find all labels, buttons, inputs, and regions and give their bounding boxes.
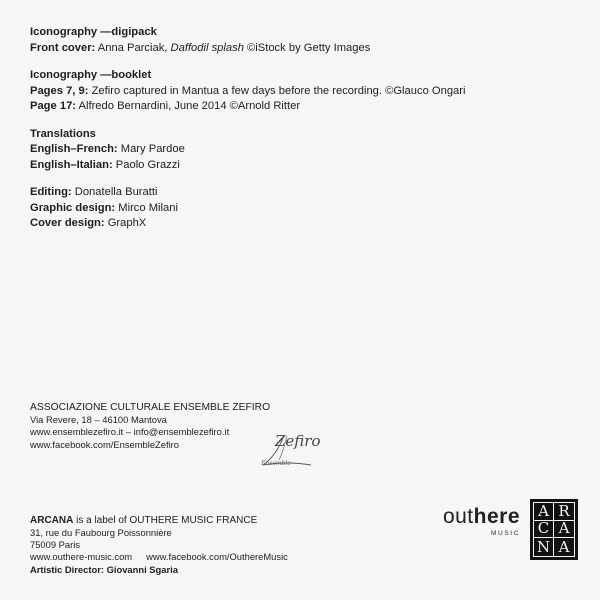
arcana-name: ARCANA <box>30 515 74 526</box>
outhere-wordmark-out: out <box>442 505 474 528</box>
association-address: Via Revere, 18 – 46100 Mantova <box>30 414 167 425</box>
arcana-logo <box>530 499 578 560</box>
outhere-music-subtitle: MUSIC <box>491 530 520 537</box>
label-info-block <box>30 514 288 562</box>
arcana-logo-letter: C <box>534 521 554 539</box>
zefiro-ensemble-text: Ensemble <box>261 460 291 467</box>
association-facebook[interactable]: www.facebook.com/EnsembleZefiro <box>30 438 180 450</box>
translations-heading: Translations <box>30 127 96 140</box>
outhere-website-link[interactable]: www.outhere-music.com <box>30 550 133 562</box>
association-block <box>30 401 270 451</box>
english-french-translator: Mary Pardoe <box>117 143 185 155</box>
outhere-facebook-link[interactable]: www.facebook.com/OuthereMusic <box>146 550 288 562</box>
cover-design-name: GraphX <box>104 217 147 229</box>
editing-name: Donatella Buratti <box>71 186 158 198</box>
front-cover-artist: Anna Parciak, <box>95 41 171 54</box>
association-contact[interactable]: www.ensemblezefiro.it – info@ensemblezefiro.it <box>30 426 230 438</box>
graphic-design-label: Graphic design: <box>30 201 116 214</box>
credits-block <box>30 25 590 244</box>
pages-7-9-credit-line <box>30 84 590 100</box>
pages-7-9-text: Zefiro captured in Mantua a few days before the recording. ©Glauco Ongari <box>88 84 466 97</box>
artistic-director: Artistic Director: Giovanni Sgaria <box>30 564 178 575</box>
translations-section <box>30 127 590 174</box>
english-french-line <box>30 142 590 158</box>
arcana-logo-letter: N <box>534 538 554 556</box>
production-section <box>30 185 590 232</box>
graphic-design-name: Mirco Milani <box>115 201 178 214</box>
editing-line <box>30 185 590 201</box>
iconography-booklet-section <box>30 68 590 115</box>
outhere-music-logo <box>416 505 520 537</box>
label-street: 31, rue du Faubourg Poissonnière <box>30 527 172 538</box>
page-17-text: Alfredo Bernardini, June 2014 ©Arnold Ritter <box>76 100 301 112</box>
iconography-booklet-heading: Iconography —booklet <box>30 69 152 81</box>
english-italian-line <box>30 158 590 174</box>
outhere-wordmark-here: here <box>473 505 520 528</box>
label-info-text: is a label of OUTHERE MUSIC FRANCE <box>73 515 258 526</box>
arcana-logo-letter: A <box>534 503 554 521</box>
arcana-logo-grid <box>533 502 575 557</box>
graphic-design-line <box>30 201 590 217</box>
label-city: 75009 Paris <box>30 538 81 550</box>
cover-design-line <box>30 216 590 232</box>
iconography-digipack-heading: Iconography —digipack <box>30 26 157 38</box>
label-web-line <box>30 551 288 563</box>
arcana-logo-letter: R <box>554 503 574 521</box>
page-17-credit-line <box>30 99 590 115</box>
cover-design-label: Cover design: <box>30 217 105 229</box>
label-info-title <box>30 514 288 527</box>
arcana-logo-letter: A <box>554 521 574 539</box>
english-french-label: English–French: <box>30 143 118 155</box>
editing-label: Editing: <box>30 186 72 198</box>
iconography-digipack-section <box>30 25 590 56</box>
pages-7-9-label: Pages 7, 9: <box>30 84 89 97</box>
front-cover-title: Daffodil splash <box>170 41 244 54</box>
english-italian-label: English–Italian: <box>30 158 113 171</box>
association-title: ASSOCIAZIONE CULTURALE ENSEMBLE ZEFIRO <box>30 402 271 413</box>
front-cover-copyright: ©iStock by Getty Images <box>243 41 371 54</box>
front-cover-credit-line <box>30 41 590 57</box>
arcana-logo-letter: A <box>558 537 570 556</box>
zefiro-logo <box>253 432 329 474</box>
front-cover-label: Front cover: <box>30 41 96 54</box>
zefiro-wordmark: Zefiro <box>275 432 321 450</box>
page-17-label: Page 17: <box>30 100 77 112</box>
outhere-wordmark <box>416 505 520 529</box>
english-italian-translator: Paolo Grazzi <box>112 158 180 171</box>
